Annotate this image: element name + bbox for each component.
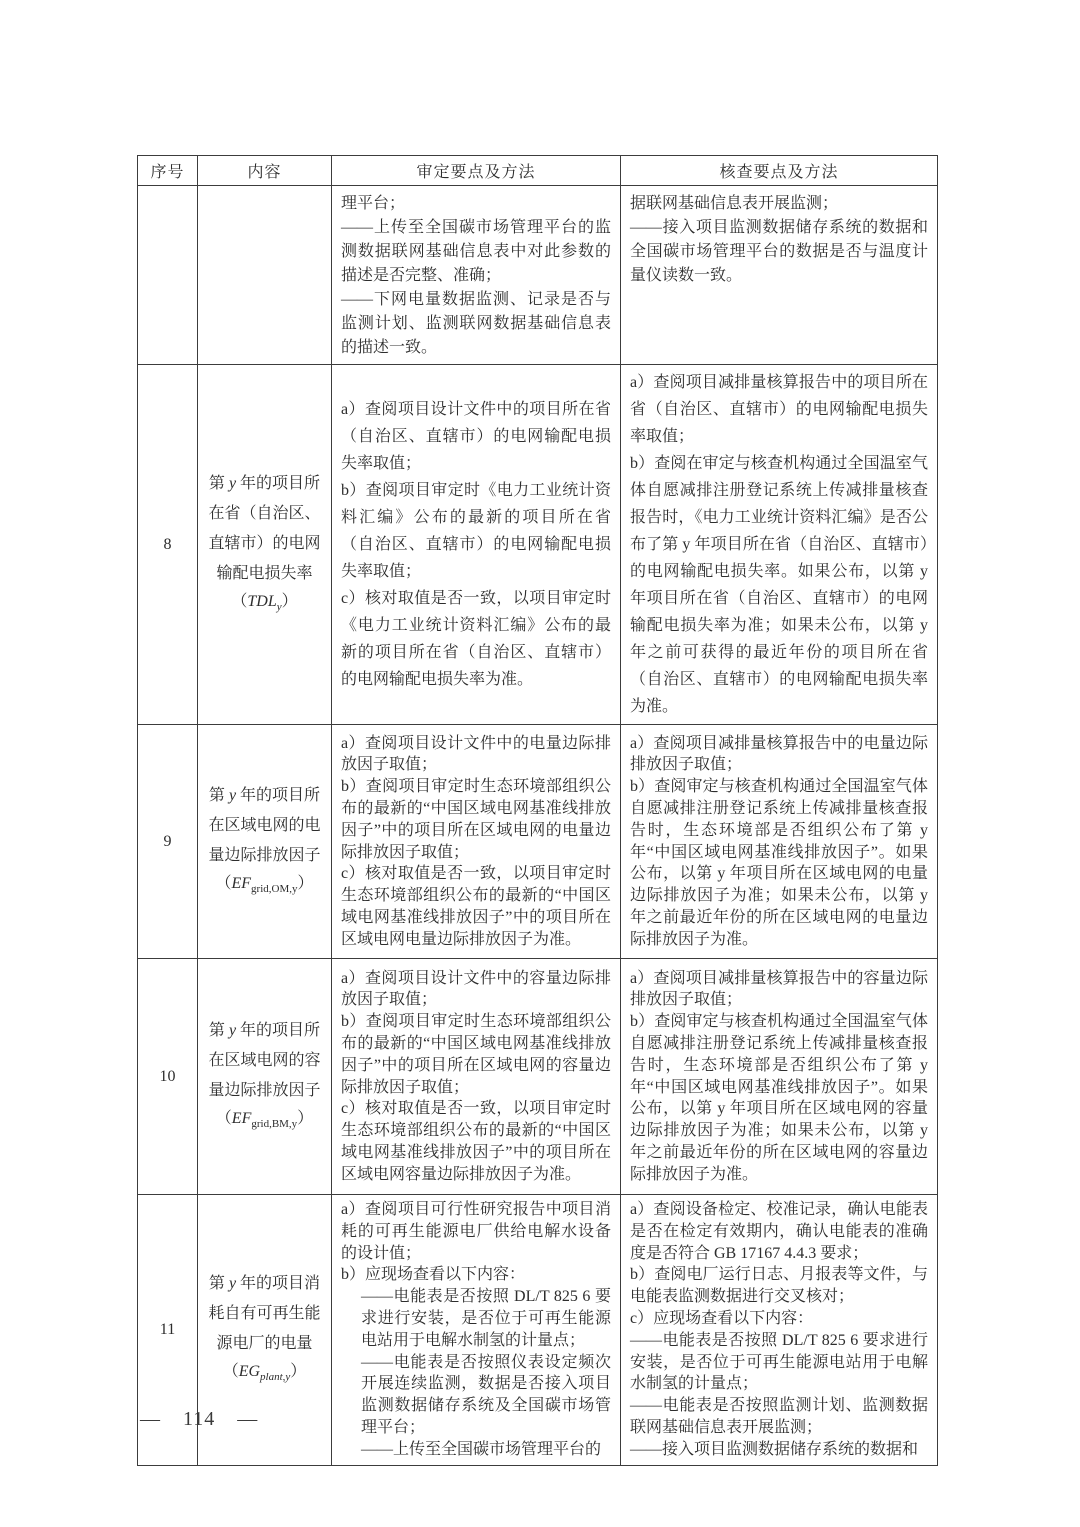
- audit-cell: [332, 959, 621, 1195]
- seq-cell: 11: [138, 1195, 198, 1466]
- paragraph: c）核对取值是否一致，以项目审定时《电力工业统计资料汇编》公布的最新的项目所在省（自治区、直辖市）的电网输配电损失率为准。: [341, 590, 611, 688]
- header-verify-method: 核查要点及方法: [621, 156, 938, 186]
- paragraph: a）查阅项目可行性研究报告中项目消耗的可再生能源电厂供给电解水设备的设计值；: [341, 1201, 611, 1262]
- content-cell: [198, 186, 332, 365]
- seq-cell: [138, 186, 198, 365]
- paragraph: ——电能表是否按照仪表设定频次开展连续监测，数据是否接入项目监测数据储存系统及全国碳市场管理平台；: [361, 1353, 611, 1436]
- paragraph: b）查阅项目审定时生态环境部组织公布的最新的“中国区域电网基准线排放因子”中的项目所在区域电网的电量边际排放因子取值；: [341, 778, 611, 861]
- page-number-left-dash: —: [140, 1408, 161, 1430]
- paragraph: ——电能表是否按照监测计划、监测数据联网基础信息表开展监测；: [630, 1397, 928, 1436]
- page-number-value: 114: [183, 1408, 216, 1430]
- paragraph: a）查阅设备检定、校准记录，确认电能表是否在检定有效期内，确认电能表的准确度是否符合 GB 17167 4.4.3 要求；: [630, 1201, 928, 1262]
- paragraph: c）核对取值是否一致，以项目审定时生态环境部组织公布的最新的“中国区域电网基准线排放因子”中的项目所在区域电网容量边际排放因子为准。: [341, 1100, 611, 1183]
- paragraph: ——电能表是否按照 DL/T 825 6 要求进行安装，是否位于可再生能源电站用于电解水制氢的计量点；: [630, 1331, 928, 1393]
- paragraph: c）核对取值是否一致，以项目审定时生态环境部组织公布的最新的“中国区域电网基准线排放因子”中的项目所在区域电网电量边际排放因子为准。: [341, 865, 611, 948]
- page-number: [140, 1408, 258, 1431]
- audit-cell: [332, 365, 621, 725]
- paragraph: ——上传至全国碳市场管理平台的: [361, 1440, 602, 1458]
- formula-ef-grid-om-y: $(EF_{grid,OM,y})$: [215, 874, 314, 896]
- paragraph: ——接入项目监测数据储存系统的数据和: [630, 1440, 919, 1458]
- parameter-description: 第 y 年的项目消耗自有可再生能源电厂的电量: [208, 1275, 321, 1353]
- paragraph: b）查阅项目审定时生态环境部组织公布的最新的“中国区域电网基准线排放因子”中的项目所在区域电网的容量边际排放因子取值；: [341, 1013, 611, 1096]
- paragraph: ——上传至全国碳市场管理平台的监测数据联网基础信息表中对此参数的描述是否完整、准确；: [341, 219, 611, 284]
- table-row-item-10: [138, 959, 938, 1195]
- paragraph: a）查阅项目减排量核算报告中的项目所在省（自治区、直辖市）的电网输配电损失率取值；: [630, 374, 928, 445]
- paragraph: a）查阅项目设计文件中的电量边际排放因子取值；: [341, 734, 611, 774]
- verify-cell: [621, 725, 938, 959]
- page-number-right-dash: —: [237, 1408, 259, 1430]
- parameter-description: 第 y 年的项目所在区域电网的电量边际排放因子: [208, 786, 321, 864]
- paragraph: ——电能表是否按照 DL/T 825 6 要求进行安装，是否位于可再生能源电站用于电解水制氢的计量点；: [361, 1288, 611, 1349]
- seq-cell: 10: [138, 959, 198, 1195]
- content-cell: [198, 365, 332, 725]
- formula-ef-grid-bm-y: $(EF_{grid,BM,y})$: [215, 1109, 314, 1131]
- header-content: 内容: [198, 156, 332, 186]
- review-table: [137, 155, 938, 1466]
- paragraph: b）查阅审定与核查机构通过全国温室气体自愿减排注册登记系统上传减排量核查报告时，生态环境部是否组织公布了第 y 年“中国区域电网基准线排放因子”。如果公布，以第 y 年项目所在区域电网的电量边际排放因子为准；如果未公布，以第 y 年之前最近年份的所在区域电网的电量边际排放因子为准。: [630, 778, 928, 948]
- table-header-row: [138, 156, 938, 186]
- paragraph: ——下网电量数据监测、记录是否与监测计划、监测联网数据基础信息表的描述一致。: [341, 291, 611, 356]
- parameter-description: 第 y 年的项目所在区域电网的容量边际排放因子: [208, 1021, 321, 1099]
- formula-tdl-y: $(TDL_y)$: [231, 592, 298, 614]
- paragraph: a）查阅项目减排量核算报告中的容量边际排放因子取值；: [630, 969, 928, 1009]
- paragraph: 据联网基础信息表开展监测；: [630, 195, 839, 212]
- paragraph: a）查阅项目减排量核算报告中的电量边际排放因子取值；: [630, 734, 928, 774]
- verify-cell: [621, 959, 938, 1195]
- paragraph: b）查阅在审定与核查机构通过全国温室气体自愿减排注册登记系统上传减排量核查报告时，《电力工业统计资料汇编》是否公布了第 y 年项目所在省（自治区、直辖市）的电网输配电损失率。如果公布，以第 y 年项目所在省（自治区、直辖市）的电网输配电损失率为准；如果未公布，以第 y 年之前可获得的最近年份的项目所在省（自治区、直辖市）的电网输配电损失率为准。: [630, 455, 928, 715]
- audit-cell: [332, 725, 621, 959]
- header-seq: 序号: [138, 156, 198, 186]
- seq-cell: 9: [138, 725, 198, 959]
- seq-cell: 8: [138, 365, 198, 725]
- paragraph: a）查阅项目设计文件中的容量边际排放因子取值；: [341, 969, 611, 1009]
- paragraph: a）查阅项目设计文件中的项目所在省（自治区、直辖市）的电网输配电损失率取值；: [341, 401, 611, 472]
- content-cell: [198, 725, 332, 959]
- paragraph: ——接入项目监测数据储存系统的数据和全国碳市场管理平台的数据是否与温度计量仪读数一致。: [630, 219, 928, 284]
- paragraph: b）查阅项目审定时《电力工业统计资料汇编》公布的最新的项目所在省（自治区、直辖市）的电网输配电损失率取值；: [341, 482, 611, 580]
- paragraph: c）应现场查看以下内容：: [630, 1309, 814, 1327]
- parameter-description: 第 y 年的项目所在省（自治区、直辖市）的电网输配电损失率: [208, 474, 321, 582]
- verify-cell: [621, 365, 938, 725]
- formula-eg-plant-y: $(EG_{plant,y})$: [222, 1363, 307, 1384]
- verify-cell: [621, 1195, 938, 1466]
- audit-cell: [332, 1195, 621, 1466]
- paragraph: b）应现场查看以下内容：: [341, 1266, 526, 1284]
- audit-cell: [332, 186, 621, 365]
- table-row-item-9: [138, 725, 938, 959]
- paragraph: b）查阅审定与核查机构通过全国温室气体自愿减排注册登记系统上传减排量核查报告时，生态环境部是否组织公布了第 y 年“中国区域电网基准线排放因子”。如果公布，以第 y 年项目所在区域电网的容量边际排放因子为准；如果未公布，以第 y 年之前最近年份的所在区域电网的容量边际排放因子为准。: [630, 1013, 928, 1183]
- content-cell: [198, 959, 332, 1195]
- paragraph: 理平台；: [341, 195, 406, 212]
- verify-cell: [621, 186, 938, 365]
- header-audit-method: 审定要点及方法: [332, 156, 621, 186]
- paragraph: b）查阅电厂运行日志、月报表等文件，与电能表监测数据进行交叉核对；: [630, 1266, 928, 1306]
- table-row-continuation: [138, 186, 938, 365]
- table-row-item-8: [138, 365, 938, 725]
